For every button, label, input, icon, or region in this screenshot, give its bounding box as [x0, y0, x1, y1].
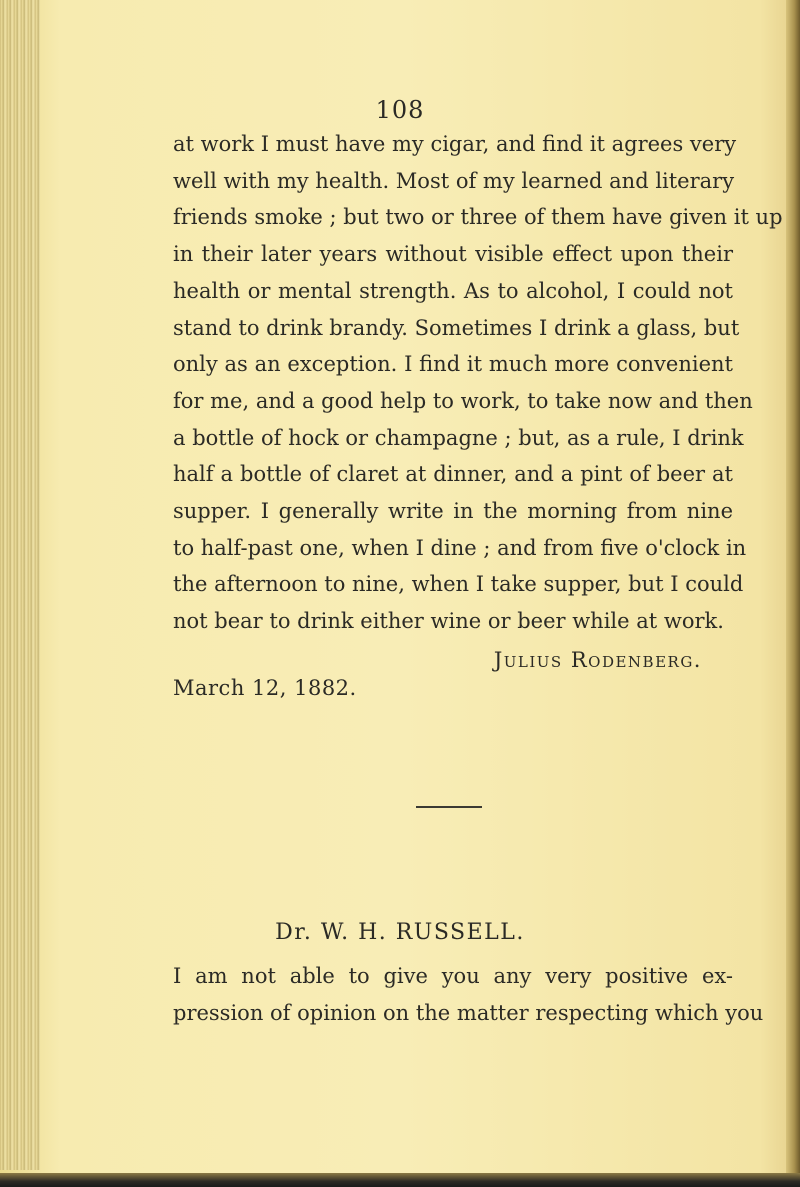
text-line: a bottle of hock or champagne ; but, as a rule, I drink: [173, 425, 744, 450]
section-heading: Dr. W. H. RUSSELL.: [275, 920, 525, 945]
text-line: only as an exception. I find it much more convenient: [173, 352, 733, 377]
text-line: friends smoke ; but two or three of them have given it up: [173, 205, 783, 230]
text-line: health or mental strength. As to alcohol, I could not: [173, 278, 733, 303]
text-line: half a bottle of claret at dinner, and a pint of beer at: [173, 462, 733, 487]
text-line: stand to drink brandy. Sometimes I drink a glass, but: [173, 315, 740, 340]
page-bottom-edge: [0, 1173, 800, 1187]
text-line: in their later years without visible effect upon their: [173, 242, 733, 267]
page-gutter: [0, 0, 40, 1170]
text-line: at work I must have my cigar, and find it agrees very: [173, 132, 737, 156]
section-divider: [416, 806, 482, 808]
text-line: the afternoon to nine, when I take supper, but I could: [173, 572, 744, 597]
text-line: well with my health. Most of my learned and literary: [173, 168, 735, 193]
text-line: supper. I generally write in the morning from nine: [173, 499, 733, 524]
letter-paragraph: [173, 126, 783, 640]
text-line: for me, and a good help to work, to take now and then: [173, 388, 753, 413]
text-line: pression of opinion on the matter respecting which you: [173, 1000, 764, 1025]
letter-signature: Julius Rodenberg.: [493, 648, 702, 672]
page-number: 108: [375, 96, 425, 124]
letter-paragraph: [173, 958, 764, 1031]
letter-date: March 12, 1882.: [173, 676, 357, 700]
text-line: to half-past one, when I dine ; and from five o'clock in: [173, 535, 747, 560]
text-line: I am not able to give you any very positive ex-: [173, 964, 733, 988]
text-line: not bear to drink either wine or beer while at work.: [173, 609, 724, 634]
page-right-edge: [786, 0, 800, 1187]
